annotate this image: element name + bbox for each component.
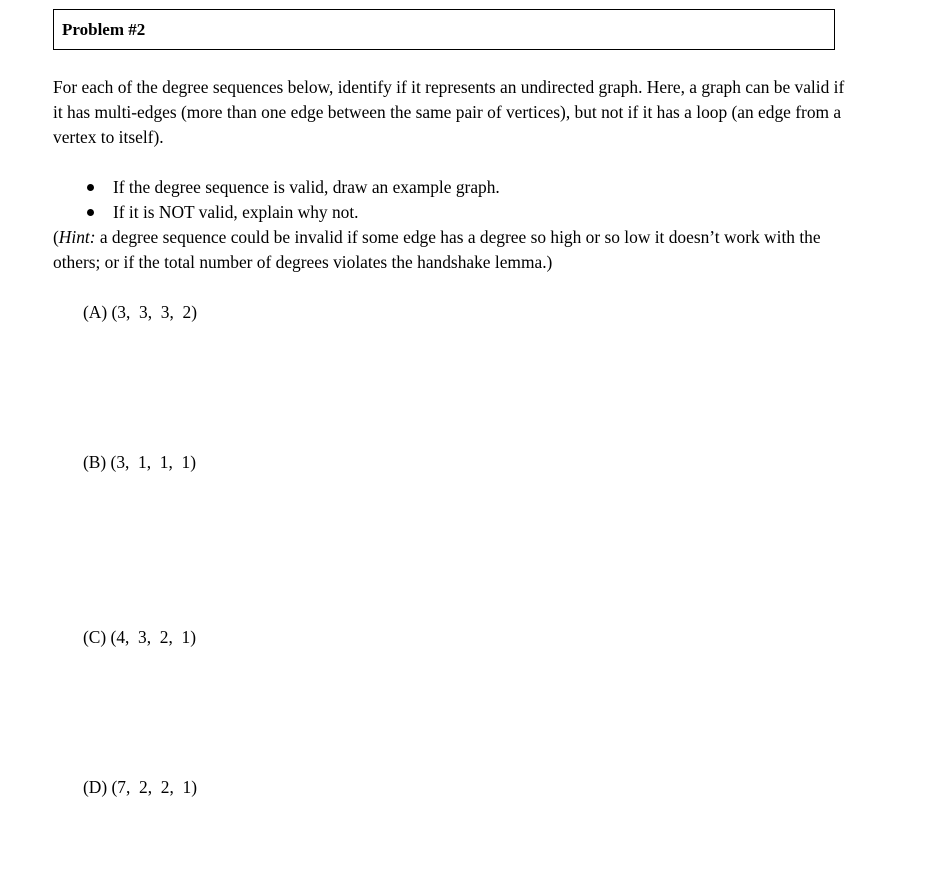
part-d-sequence: (D) (7, 2, 2, 1)	[83, 777, 197, 797]
problem-intro-paragraph: For each of the degree sequences below, identify if it represents an undirected graph. Here, a graph can be valid if it has multi-edges (more than one edge between the same pair of vertices), but not if it has a loop (an edge from a vertex to itself).	[53, 77, 845, 147]
problem-header-box	[53, 9, 835, 50]
part-a-sequence: (A) (3, 3, 3, 2)	[83, 302, 197, 322]
instruction-item	[53, 175, 853, 200]
hint-label: Hint:	[58, 227, 96, 247]
hint-paragraph	[53, 225, 853, 275]
part-c-sequence: (C) (4, 3, 2, 1)	[83, 627, 197, 647]
hint-text: a degree sequence could be invalid if some edge has a degree so high or so low it doesn’t work with the others; or if the total number of degrees violates the handshake lemma.)	[53, 227, 821, 272]
bullet-icon	[87, 209, 94, 216]
hint-open-paren: (	[53, 227, 59, 247]
part-b-sequence: (B) (3, 1, 1, 1)	[83, 452, 197, 472]
instruction-list	[53, 175, 853, 225]
problem-title: Problem #2	[62, 20, 146, 39]
instruction-item	[53, 200, 853, 225]
instruction-text: If the degree sequence is valid, draw an example graph.	[113, 177, 500, 197]
instruction-text: If it is NOT valid, explain why not.	[113, 202, 359, 222]
bullet-icon	[87, 184, 94, 191]
